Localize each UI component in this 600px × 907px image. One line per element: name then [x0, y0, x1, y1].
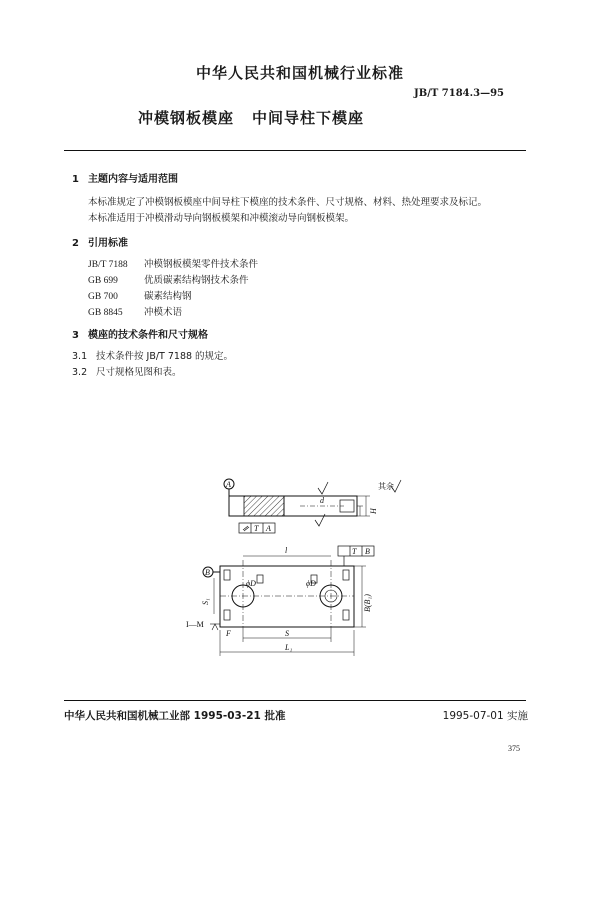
dim-b-label: B(B₁)	[363, 594, 372, 612]
reference-item: JB/T 7188 冲模钢板模架零件技术条件	[88, 259, 259, 270]
header-org-standard: 中华人民共和国机械行业标准	[195, 64, 404, 82]
reference-item: GB 8845 冲模术语	[88, 307, 183, 318]
dim-s1-label: S₁	[201, 598, 210, 605]
dim-d-label: d	[320, 496, 324, 505]
footer-effective: 1995-07-01 实施	[442, 710, 528, 722]
title-part2: 中间导柱下模座	[252, 109, 365, 127]
standard-number: JB/T 7184.3—95	[414, 88, 504, 99]
tol-t-label-2: T	[352, 547, 357, 556]
section-3-heading: 3 模座的技术条件和尺寸规格	[72, 330, 208, 341]
datum-b-label: B	[205, 568, 210, 577]
reference-item: GB 699 优质碳素结构钢技术条件	[88, 275, 249, 286]
tol-b-label: B	[365, 547, 370, 556]
reference-item: GB 700 碳素结构钢	[88, 291, 192, 302]
datum-a-label: A	[226, 480, 231, 489]
tol-t-label: T	[254, 524, 259, 533]
section-2-heading: 2 引用标准	[72, 238, 128, 249]
dim-f-label: F	[226, 629, 231, 638]
dim-l1-label: L₁	[285, 643, 293, 652]
page-number: 375	[508, 744, 520, 753]
footer-issuer: 中华人民共和国机械工业部 1995-03-21 批准	[64, 710, 286, 722]
section-1-paragraph-1: 本标准规定了冲模钢板模座中间导柱下模座的技术条件、尺寸规格、材料、热处理要求及标记。	[88, 197, 488, 208]
dim-h-label: H	[369, 508, 378, 514]
tol-a-label: A	[266, 524, 271, 533]
dim-phi-d-left: ϕD	[246, 579, 256, 588]
plate-plan-view	[220, 566, 354, 627]
clause-3-1: 3.1 技术条件按 JB/T 7188 的规定。	[72, 351, 234, 362]
surface-note: 其余	[378, 482, 394, 491]
dim-l-label: l	[285, 546, 288, 555]
clause-3-2: 3.2 尺寸规格见图和表。	[72, 367, 182, 378]
footer-rule	[64, 700, 526, 701]
dim-phi-d-right: ϕD	[306, 579, 316, 588]
section-1-heading: 1 主题内容与适用范围	[72, 174, 178, 185]
section-1-paragraph-2: 本标准适用于冲模滑动导向钢板模架和冲模滚动导向钢板模架。	[88, 213, 355, 224]
section-label: I—M	[186, 620, 204, 629]
dim-s-label: S	[285, 629, 289, 638]
title-part1: 冲模钢板模座	[138, 109, 235, 127]
